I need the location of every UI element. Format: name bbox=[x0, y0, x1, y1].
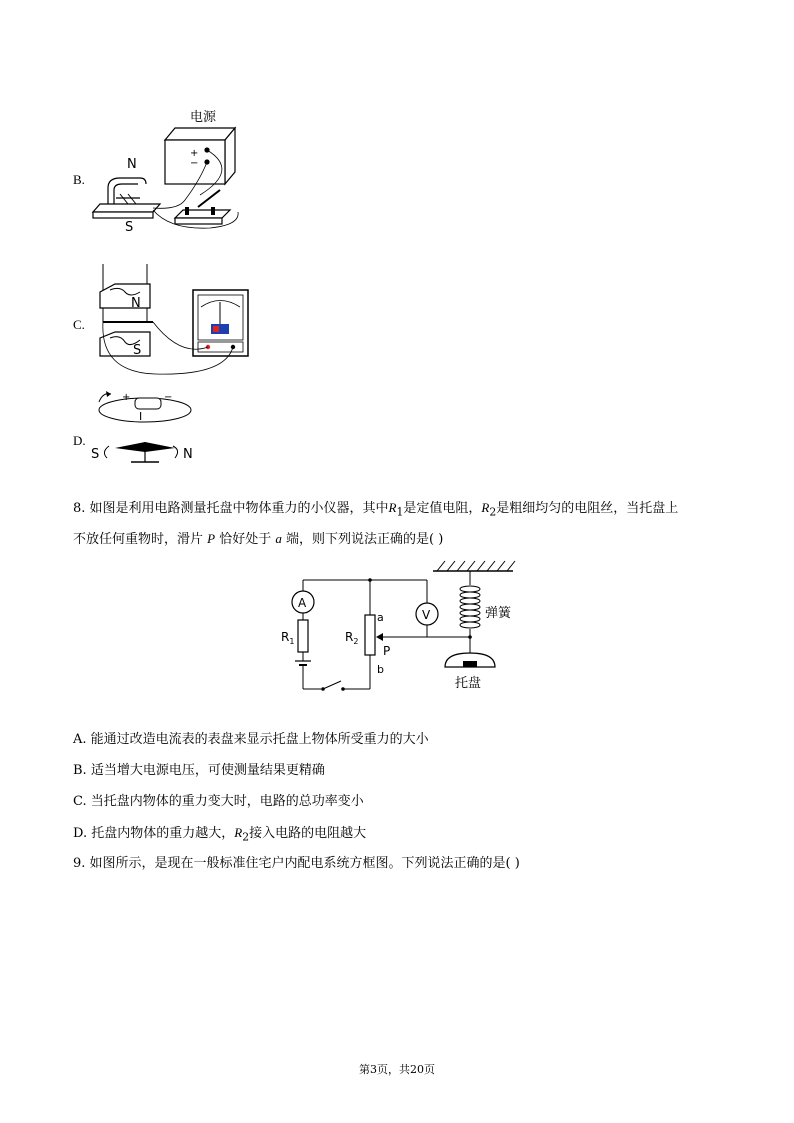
north-pole-label: N bbox=[127, 157, 137, 172]
r1-label: $R_1$ bbox=[281, 630, 295, 646]
svg-text:−: − bbox=[190, 158, 199, 169]
figure-d-oersted bbox=[85, 386, 205, 466]
page-footer: 第3页，共20页 bbox=[359, 1063, 435, 1076]
q8-option-a: A. 能通过改造电流表的表盘来显示托盘上物体所受重力的大小 bbox=[73, 732, 429, 747]
power-supply-label: 电源 bbox=[190, 110, 217, 125]
option-b-label: B. bbox=[73, 172, 85, 187]
option-d-label: D. bbox=[73, 433, 86, 448]
south-label: S bbox=[91, 447, 100, 462]
current-label: I bbox=[139, 410, 143, 423]
q8-circuit-diagram bbox=[275, 555, 525, 695]
spring-label: 弹簧 bbox=[485, 606, 512, 621]
r2-label: $R_2$ bbox=[345, 630, 359, 646]
north-label: N bbox=[183, 447, 193, 462]
option-c-label: C. bbox=[73, 317, 85, 332]
q8-stem-line2: 不放任何重物时，滑片 P 恰好处于 a 端，则下列说法正确的是( ) bbox=[73, 531, 444, 547]
svg-text:+: + bbox=[190, 148, 199, 159]
south-pole-label: S bbox=[133, 343, 142, 358]
svg-text:+: + bbox=[122, 392, 131, 403]
q8-stem-line1: 8. 如图是利用电路测量托盘中物体重力的小仪器，其中$R_1$是定值电阻，$R_2$是粗细均匀的电阻丝，当托盘上 bbox=[73, 500, 679, 519]
svg-text:A: A bbox=[298, 596, 307, 610]
north-pole-label: N bbox=[131, 296, 141, 311]
svg-text:P: P bbox=[383, 644, 391, 658]
resistor-r2 bbox=[365, 615, 375, 655]
q8-option-b: B. 适当增大电源电压，可使测量结果更精确 bbox=[73, 763, 325, 778]
figure-c-galvanometer bbox=[95, 262, 255, 382]
svg-text:−: − bbox=[164, 392, 173, 403]
svg-text:a: a bbox=[377, 611, 384, 624]
q8-option-c: C. 当托盘内物体的重力变大时，电路的总功率变小 bbox=[73, 794, 364, 809]
south-pole-label: S bbox=[125, 220, 134, 235]
resistor-r1 bbox=[298, 620, 308, 652]
svg-text:b: b bbox=[377, 663, 384, 676]
tray-label: 托盘 bbox=[455, 676, 482, 691]
q8-option-d: D. 托盘内物体的重力越大，$R_2$接入电路的电阻越大 bbox=[73, 825, 367, 844]
svg-text:V: V bbox=[422, 608, 431, 622]
q9-stem: 9. 如图所示，是现在一般标准住宅户内配电系统方框图。下列说法正确的是( ) bbox=[73, 856, 520, 871]
figure-b-motor-circuit bbox=[90, 100, 250, 235]
